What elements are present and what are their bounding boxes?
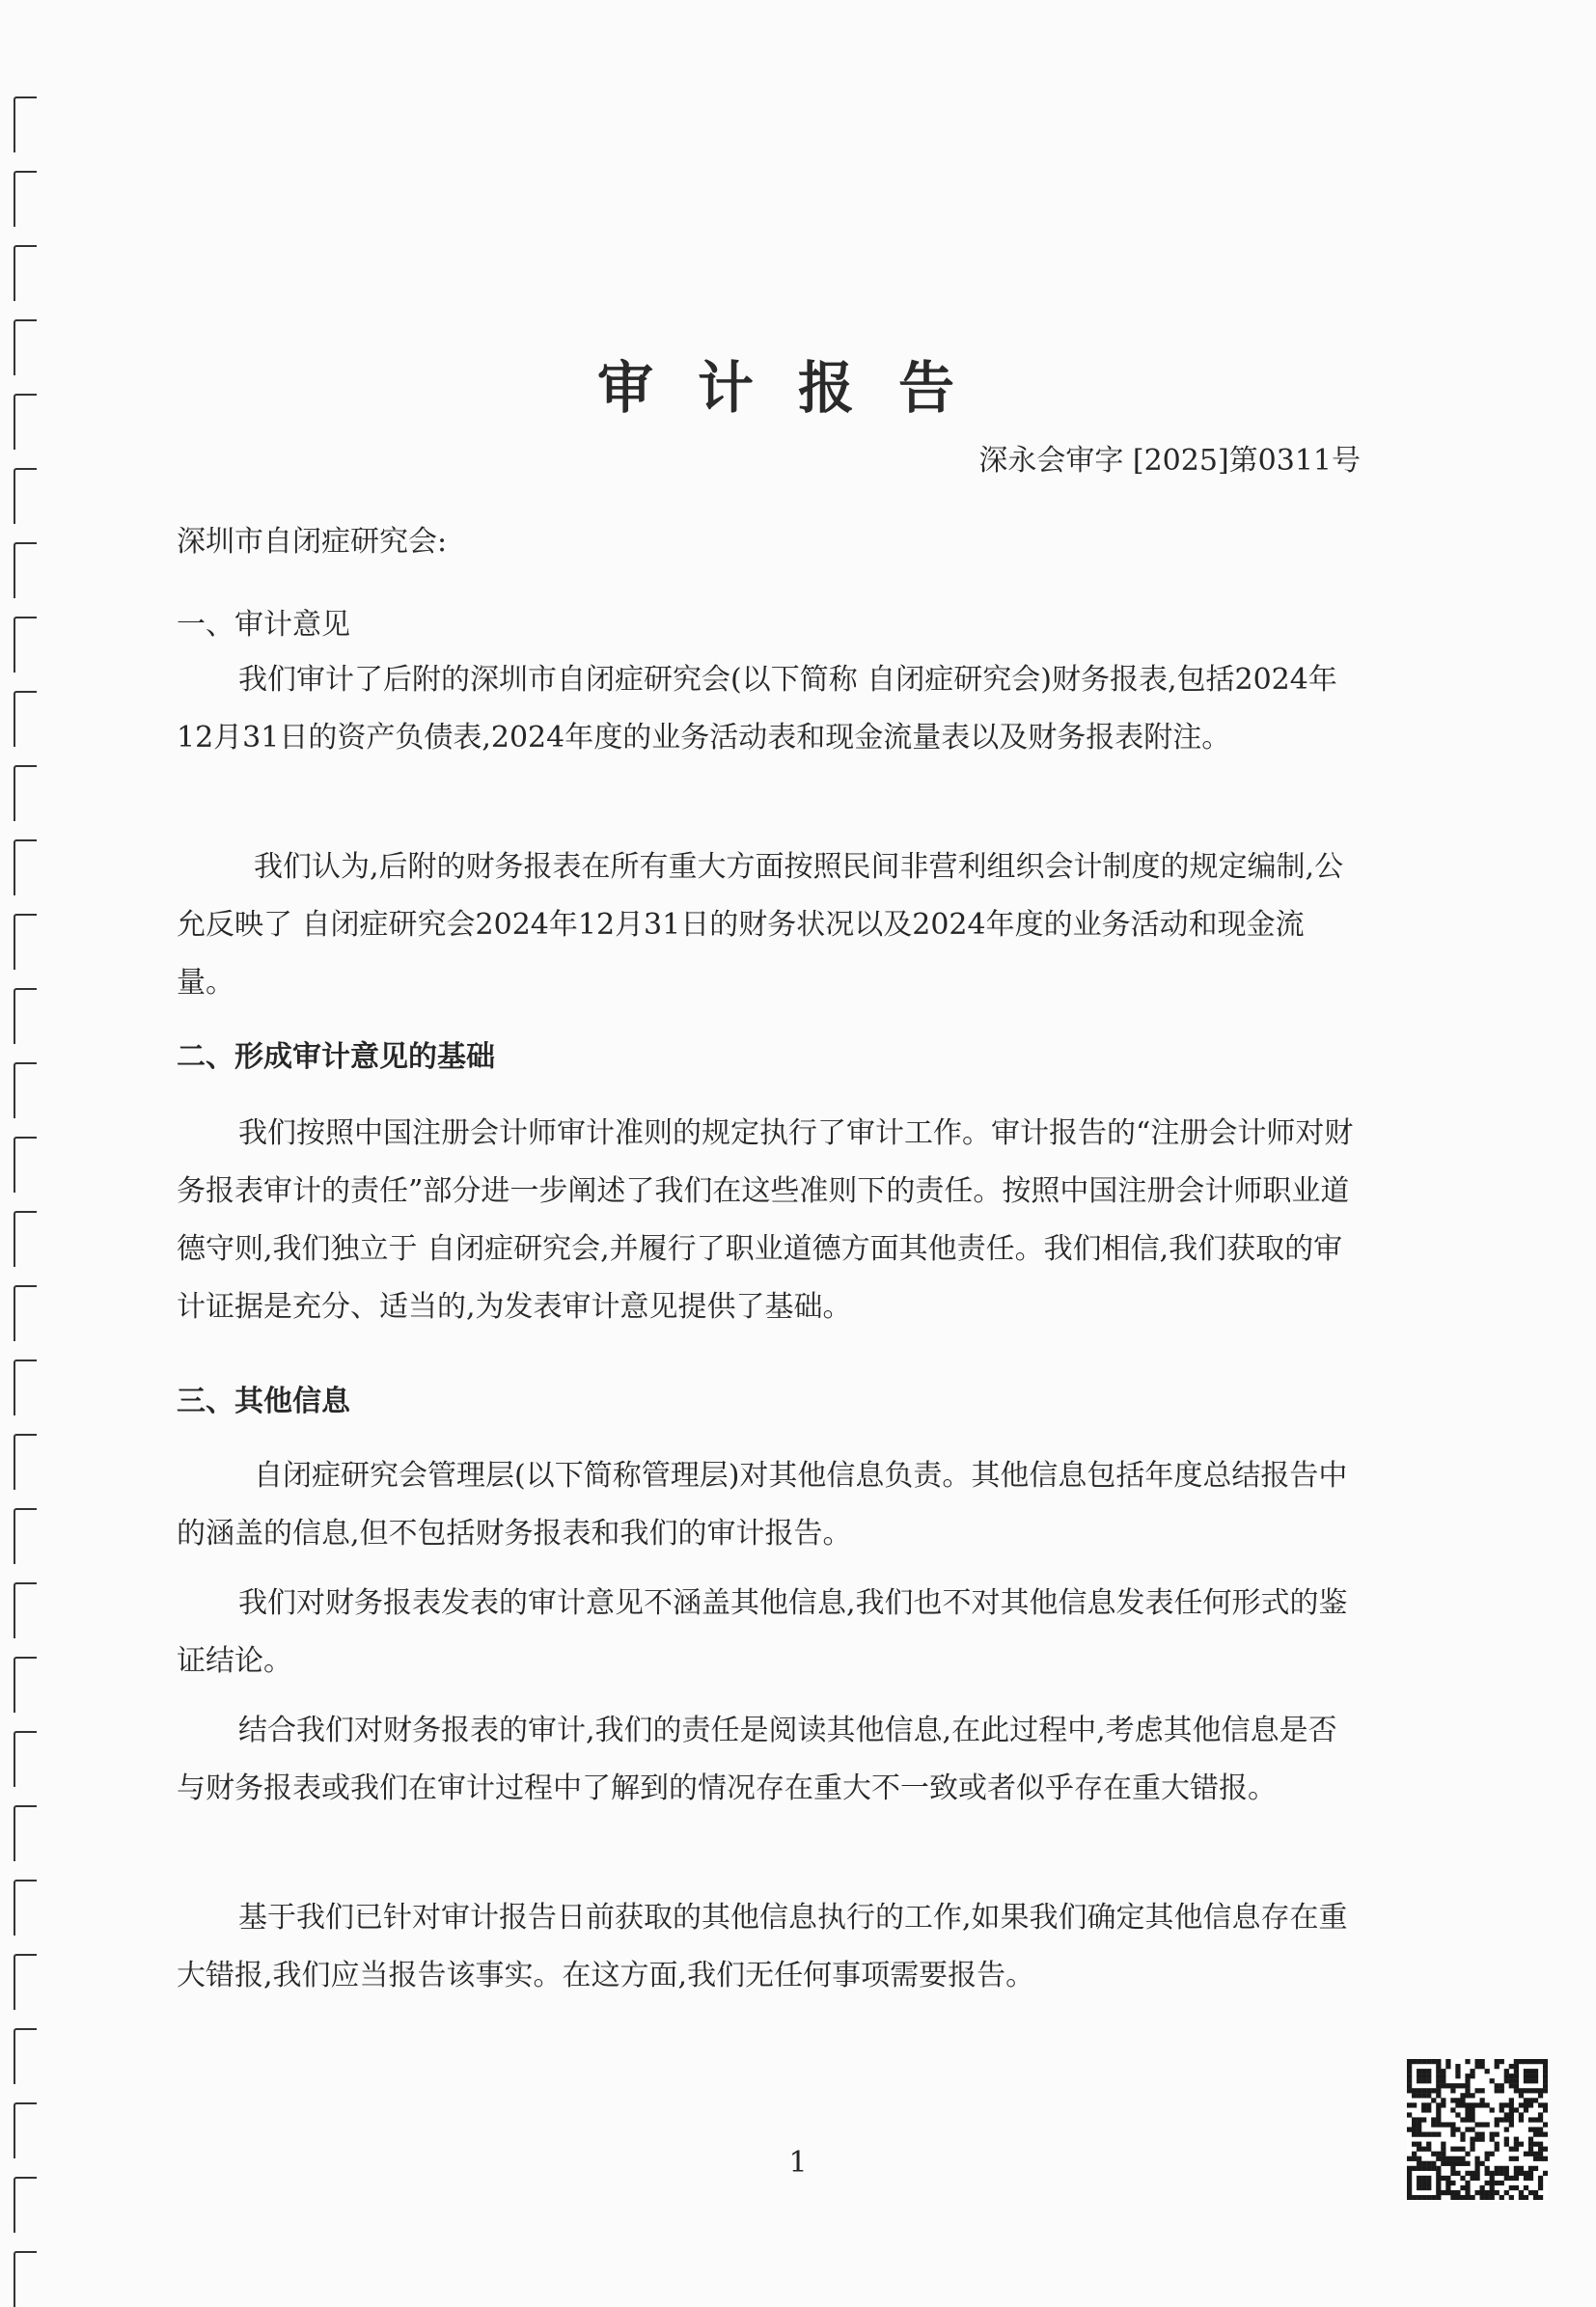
binding-mark-icon xyxy=(14,1954,37,2010)
document-number: 深永会审字 [2025]第0311号 xyxy=(978,444,1361,478)
paragraph-opinion-scope: 我们审计了后附的深圳市自闭症研究会(以下简称 自闭症研究会)财务报表,包括2024年12月31日的资产负债表,2024年度的业务活动表和现金流量表以及财务报表附注。 xyxy=(177,663,1337,755)
binding-mark-icon xyxy=(14,245,37,301)
page-title: 审计报告 xyxy=(596,355,999,421)
section-heading-other-info: 三、其他信息 xyxy=(177,1385,350,1418)
binding-mark-icon xyxy=(14,1062,37,1118)
binding-mark-icon xyxy=(14,1508,37,1564)
binding-mark-icon xyxy=(14,1657,37,1713)
paragraph-other-info-2: 我们对财务报表发表的审计意见不涵盖其他信息,我们也不对其他信息发表任何形式的鉴证结论。 xyxy=(177,1586,1348,1678)
binding-mark-icon xyxy=(14,542,37,598)
qr-code-icon xyxy=(1407,2059,1548,2200)
binding-mark-icon xyxy=(14,1434,37,1490)
addressee: 深圳市自闭症研究会: xyxy=(177,525,448,559)
binding-mark-icon xyxy=(14,96,37,152)
binding-mark-icon xyxy=(14,1805,37,1861)
paragraph-other-info-1: 自闭症研究会管理层(以下简称管理层)对其他信息负责。其他信息包括年度总结报告中的涵盖的信息,但不包括财务报表和我们的审计报告。 xyxy=(177,1459,1348,1551)
paragraph-basis: 我们按照中国注册会计师审计准则的规定执行了审计工作。审计报告的“注册会计师对财务报表审计的责任”部分进一步阐述了我们在这些准则下的责任。按照中国注册会计师职业道德守则,我们独立于 自闭症研究会,并履行了职业道德方面其他责任。我们相信,我们获取的审计证据是充分、适当的,为发表审计意见提供了基础。 xyxy=(177,1116,1354,1324)
binding-mark-icon xyxy=(14,2177,37,2233)
section-heading-basis: 二、形成审计意见的基础 xyxy=(177,1040,495,1074)
paragraph-opinion-statement: 我们认为,后附的财务报表在所有重大方面按照民间非营利组织会计制度的规定编制,公允反映了 自闭症研究会2024年12月31日的财务状况以及2024年度的业务活动和现金流量。 xyxy=(177,850,1344,1000)
binding-mark-icon xyxy=(14,1731,37,1787)
binding-mark-icon xyxy=(14,617,37,673)
paragraph-other-info-3: 结合我们对财务报表的审计,我们的责任是阅读其他信息,在此过程中,考虑其他信息是否与财务报表或我们在审计过程中了解到的情况存在重大不一致或者似乎存在重大错报。 xyxy=(177,1714,1337,1805)
paragraph-other-info-4: 基于我们已针对审计报告日前获取的其他信息执行的工作,如果我们确定其他信息存在重大错报,我们应当报告该事实。在这方面,我们无任何事项需要报告。 xyxy=(177,1901,1348,1992)
binding-mark-icon xyxy=(14,988,37,1044)
binding-mark-icon xyxy=(14,171,37,227)
binding-mark-icon xyxy=(14,2251,37,2307)
binding-mark-icon xyxy=(14,2028,37,2084)
section-heading-opinion: 一、审计意见 xyxy=(177,608,350,642)
binding-mark-icon xyxy=(14,914,37,970)
binding-mark-icon xyxy=(14,1137,37,1193)
binding-mark-icon xyxy=(14,1359,37,1415)
binding-mark-icon xyxy=(14,468,37,524)
binding-mark-icon xyxy=(14,765,37,821)
binding-mark-icon xyxy=(14,1880,37,1936)
binding-mark-icon xyxy=(14,1285,37,1341)
binding-mark-icon xyxy=(14,1211,37,1267)
binding-mark-icon xyxy=(14,691,37,747)
binding-mark-icon xyxy=(14,839,37,895)
page-number: 1 xyxy=(788,2146,808,2180)
binding-mark-icon xyxy=(14,1582,37,1638)
binding-marks xyxy=(14,0,42,2256)
